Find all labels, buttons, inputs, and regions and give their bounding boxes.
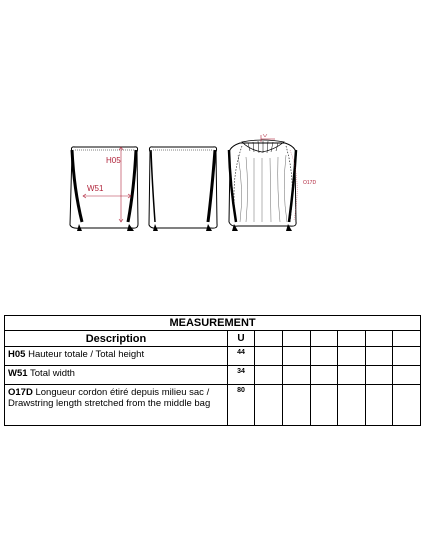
column-header-unit: U bbox=[228, 331, 255, 347]
row-text: Total width bbox=[30, 368, 75, 379]
row-value: 44 bbox=[228, 347, 255, 366]
empty-header-cell bbox=[255, 331, 283, 347]
table-row bbox=[5, 347, 421, 366]
empty-cell bbox=[283, 385, 311, 426]
row-code: O17D bbox=[8, 387, 33, 398]
table-row bbox=[5, 385, 421, 426]
h05-dimension-label: H05 bbox=[106, 156, 121, 165]
measurement-table bbox=[4, 315, 421, 426]
table-title: MEASUREMENT bbox=[5, 316, 421, 331]
o17-dimension-label: O17D bbox=[303, 180, 317, 186]
row-code: W51 bbox=[8, 368, 28, 379]
row-text: Hauteur totale / Total height bbox=[28, 349, 145, 360]
row-description bbox=[5, 347, 228, 366]
empty-cell bbox=[311, 385, 338, 426]
row-code: H05 bbox=[8, 349, 26, 360]
empty-header-cell bbox=[393, 331, 421, 347]
empty-cell bbox=[366, 385, 393, 426]
bag-drawstring bbox=[229, 134, 317, 231]
empty-header-cell bbox=[366, 331, 393, 347]
bag-back bbox=[149, 147, 217, 231]
empty-cell bbox=[283, 366, 311, 385]
empty-header-cell bbox=[283, 331, 311, 347]
row-description bbox=[5, 366, 228, 385]
empty-cell bbox=[366, 347, 393, 366]
empty-cell bbox=[255, 366, 283, 385]
empty-cell bbox=[255, 347, 283, 366]
empty-cell bbox=[338, 366, 366, 385]
w51-dimension-label: W51 bbox=[87, 184, 104, 193]
empty-header-cell bbox=[338, 331, 366, 347]
row-text: Longueur cordon étiré depuis milieu sac / Drawstring length stretched from the middle bag bbox=[8, 387, 211, 409]
empty-cell bbox=[311, 347, 338, 366]
row-description bbox=[5, 385, 228, 426]
row-value: 34 bbox=[228, 366, 255, 385]
empty-cell bbox=[366, 366, 393, 385]
table-row bbox=[5, 366, 421, 385]
column-header-description: Description bbox=[5, 331, 228, 347]
empty-cell bbox=[338, 385, 366, 426]
empty-cell bbox=[283, 347, 311, 366]
row-value: 80 bbox=[228, 385, 255, 426]
empty-header-cell bbox=[311, 331, 338, 347]
empty-cell bbox=[393, 385, 421, 426]
empty-cell bbox=[393, 366, 421, 385]
empty-cell bbox=[338, 347, 366, 366]
empty-cell bbox=[255, 385, 283, 426]
bag-front-dimensioned bbox=[70, 147, 138, 231]
empty-cell bbox=[393, 347, 421, 366]
empty-cell bbox=[311, 366, 338, 385]
